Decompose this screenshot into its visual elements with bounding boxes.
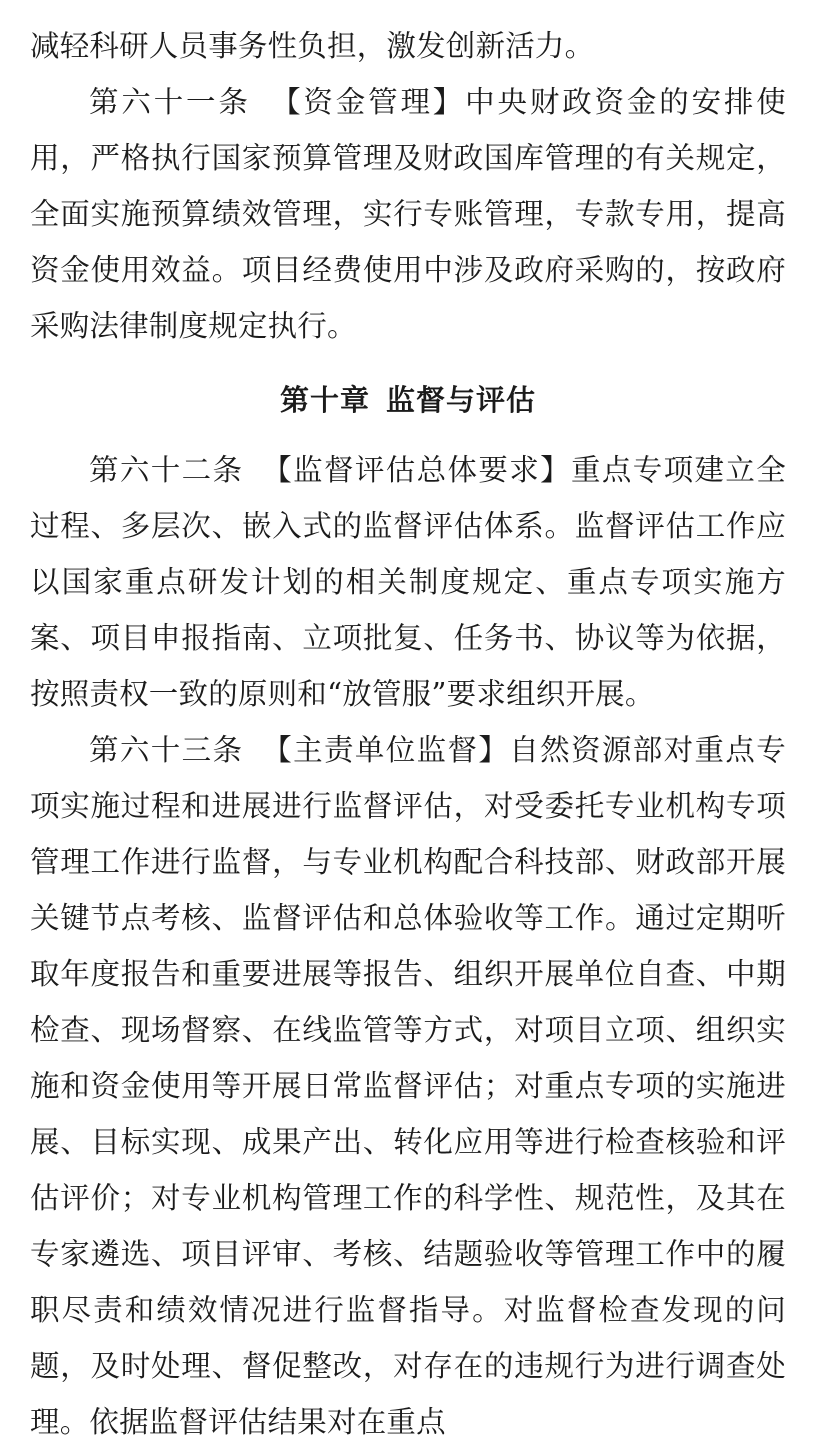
article-61-number: 第六十一条 [89,85,251,119]
article-62-number: 第六十二条 [89,453,244,487]
chapter-title: 监督与评估 [385,383,536,417]
article-62-title: 【监督评估总体要求】 [261,453,572,487]
article-63-paragraph [30,722,786,1450]
article-62-text: 重点专项建立全过程、多层次、嵌入式的监督评估体系。监督评估工作应以国家重点研发计划的相关制度规定、重点专项实施方案、项目申报指南、立项批复、任务书、协议等为依据，按照责权一致的原则和“放管服”要求组织开展。 [30,453,786,711]
article-63-title: 【主责单位监督】 [261,733,510,767]
article-61-paragraph [30,74,786,354]
chapter-number: 第十章 [280,383,371,417]
article-61-text: 中央财政资金的安排使用，严格执行国家预算管理及财政国库管理的有关规定，全面实施预算绩效管理，实行专账管理，专款专用，提高资金使用效益。项目经费使用中涉及政府采购的，按政府采购法律制度规定执行。 [30,85,786,343]
article-63-number: 第六十三条 [89,733,244,767]
chapter-heading [30,372,786,428]
paragraph-continued: 减轻科研人员事务性负担，激发创新活力。 [30,29,595,63]
document-body [30,18,786,1450]
article-63-text: 自然资源部对重点专项实施过程和进展进行监督评估，对受委托专业机构专项管理工作进行监督，与专业机构配合科技部、财政部开展关键节点考核、监督评估和总体验收等工作。通过定期听取年度报告和重要进展等报告、组织开展单位自查、中期检查、现场督察、在线监管等方式，对项目立项、组织实施和资金使用等开展日常监督评估；对重点专项的实施进展、目标实现、成果产出、转化应用等进行检查核验和评估评价；对专业机构管理工作的科学性、规范性，及其在专家遴选、项目评审、考核、结题验收等管理工作中的履职尽责和绩效情况进行监督指导。对监督检查发现的问题，及时处理、督促整改，对存在的违规行为进行调查处理。依据监督评估结果对在重点 [30,733,786,1439]
article-62-paragraph [30,442,786,722]
article-61-title: 【资金管理】 [268,85,466,119]
